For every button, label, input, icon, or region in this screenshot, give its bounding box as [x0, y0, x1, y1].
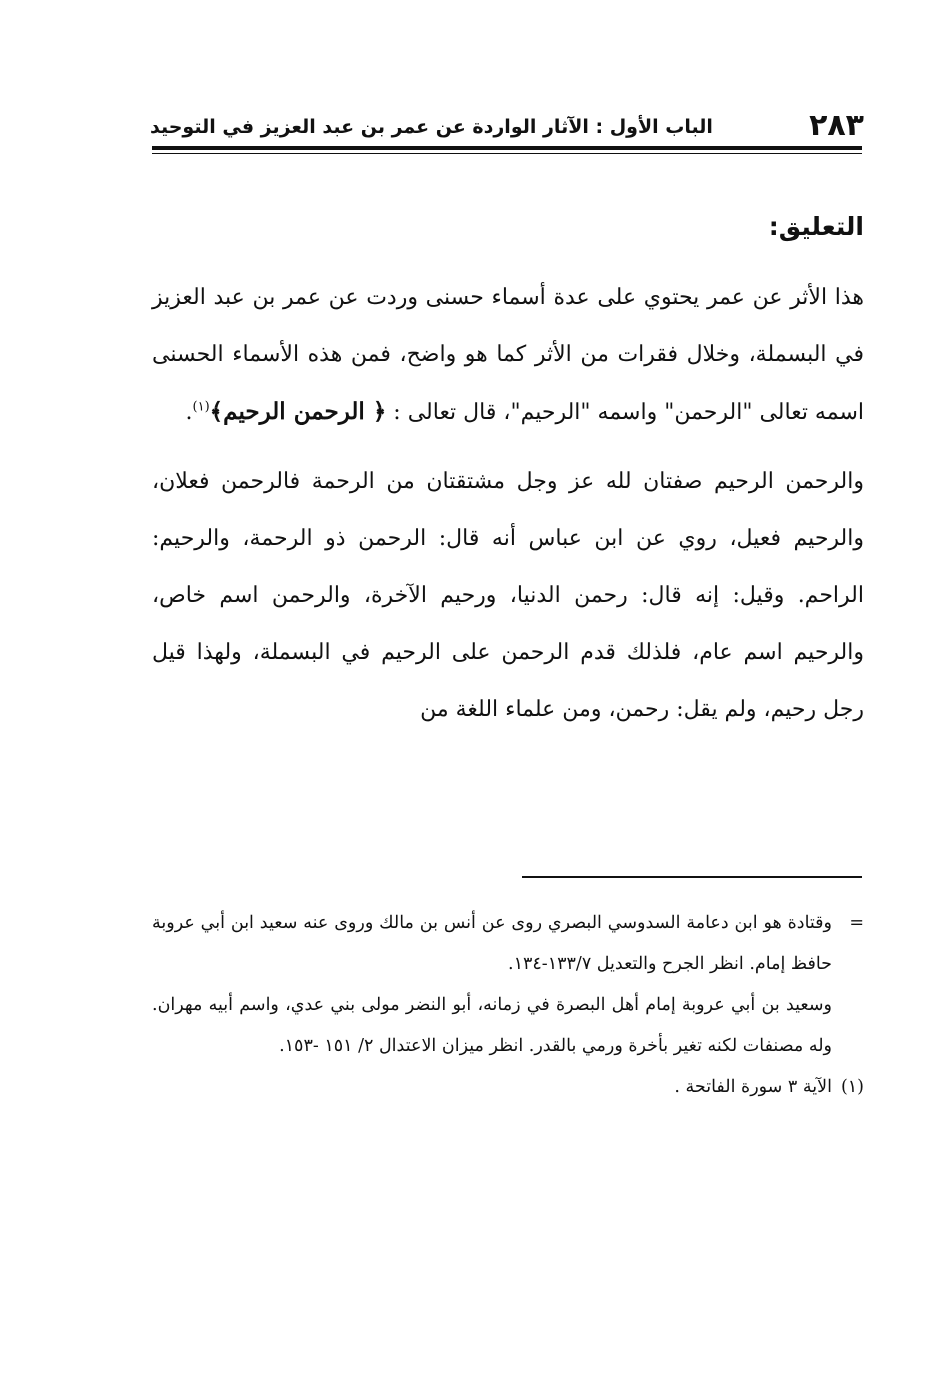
footnote-continuation-text: وقتادة هو ابن دعامة السدوسي البصري روى عن أنس بن مالك وروى عنه سعيد ابن أبي عروبة حافظ إمام. انظر الجرح والتعديل ١٣٣/٧-١٣٤.: [152, 913, 832, 974]
paragraph-1-text: هذا الأثر عن عمر يحتوي على عدة أسماء حسنى وردت عن عمر بن عبد العزيز في البسملة، وخلال فقرات من الأثر كما هو واضح، فمن هذه الأسماء الحسنى اسمه تعالى "الرحمن" واسمه "الرحيم"، قال تعالى :: [152, 285, 864, 425]
footnotes: [152, 903, 864, 1108]
footnote-1-text: الآية ٣ سورة الفاتحة .: [674, 1077, 832, 1097]
footnote-continuation: [152, 903, 864, 985]
running-title: الباب الأول : الآثار الواردة عن عمر بن عبد العزيز في التوحيد: [150, 116, 713, 138]
footnote-1-marker: (١): [840, 1077, 864, 1097]
footnote-continuation-2: [152, 985, 864, 1067]
continuation-marker: =: [849, 913, 864, 933]
footnote-1: [152, 1067, 864, 1108]
page-number: ٢٨٣: [809, 108, 864, 143]
footnote-continuation-2-text: وسعيد بن أبي عروبة إمام أهل البصرة في زمانه، أبو النضر مولى بني عدي، واسم أبيه مهران. وله مصنفات لكنه تغير بأخرة ورمي بالقدر. انظر ميزان الاعتدال ٢/ ١٥١ -١٥٣.: [152, 995, 832, 1056]
page-header: [150, 108, 864, 148]
paragraph-1: [152, 269, 864, 441]
section-heading: التعليق:: [768, 212, 864, 241]
main-text: [152, 205, 864, 738]
footnote-reference: (١): [192, 399, 210, 415]
paragraph-1-end: .: [185, 400, 193, 425]
paragraph-2: والرحمن الرحيم صفتان لله عز وجل مشتقتان من الرحمة فالرحمن فعلان، والرحيم فعيل، روي عن ابن عباس أنه قال: الرحمن ذو الرحمة، والرحيم: الراحم. وقيل: إنه قال: رحمن الدنيا، ورحيم الآخرة، والرحمن اسم خاص، والرحيم اسم عام، فلذلك قدم الرحمن على الرحيم في البسملة، ولهذا قيل رجل رحيم، ولم يقل: رحمن، ومن علماء اللغة من: [152, 469, 864, 722]
header-rule-thin: [152, 153, 862, 154]
quran-verse: ﴿ الرحمن الرحيم﴾: [209, 398, 387, 425]
header-rule-thick: [152, 146, 862, 150]
footnote-separator: [522, 876, 862, 878]
